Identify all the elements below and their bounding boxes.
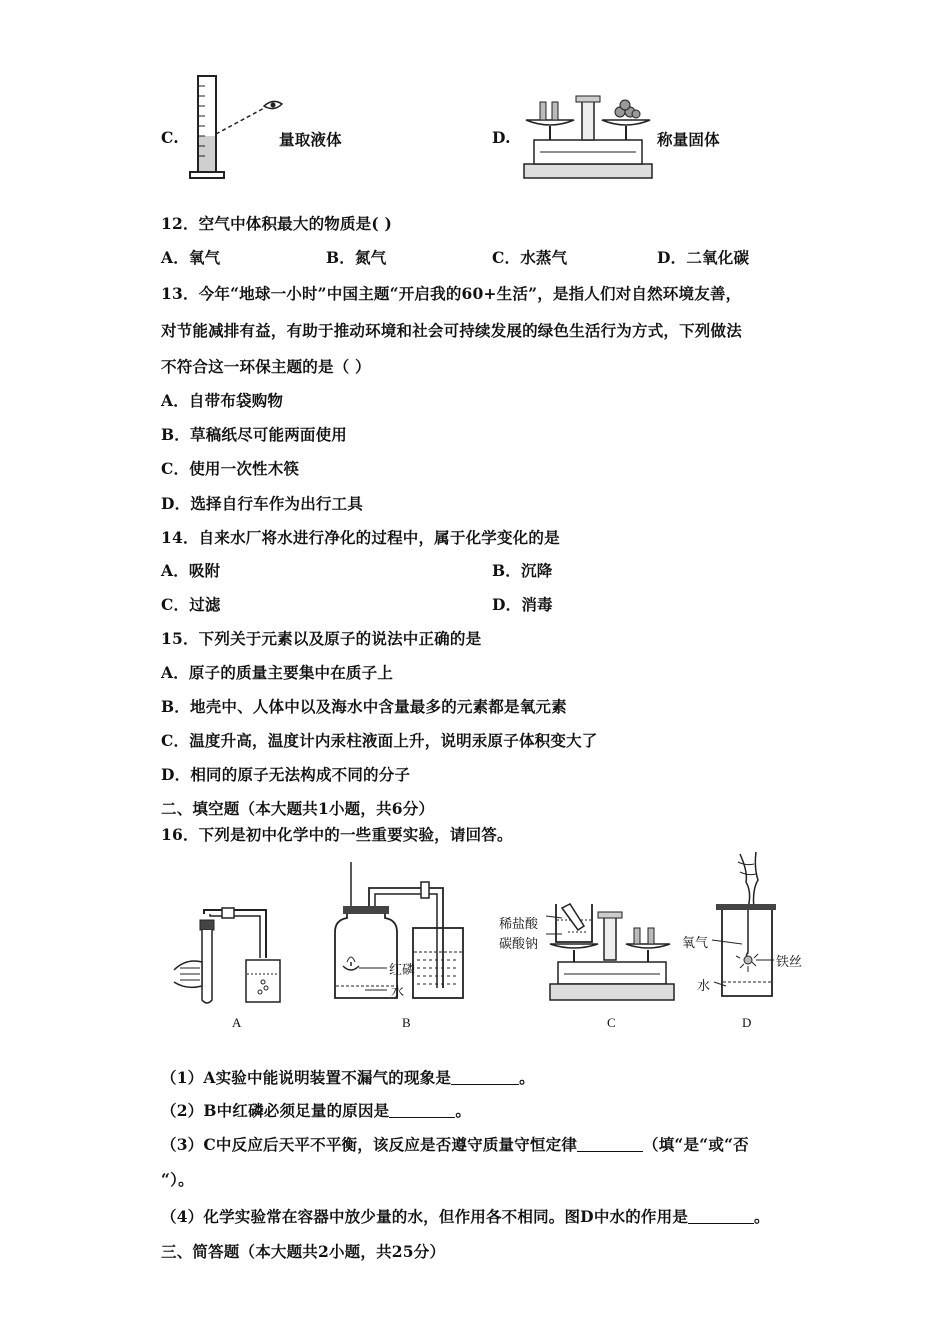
q13-option-d: D．选择自行车作为出行工具 bbox=[161, 494, 364, 513]
section-2-heading: 二、填空题（本大题共1小题，共6分） bbox=[161, 799, 435, 818]
q16-part-1-text: （1）A实验中能说明装置不漏气的现象是 bbox=[161, 1068, 452, 1087]
q12-option-d: D．二氧化碳 bbox=[657, 248, 750, 267]
caption-d: D bbox=[742, 1015, 752, 1030]
q13-line-1: 13．今年“地球一小时”中国主题“开启我的60+生活”，是指人们对自然环境友善， bbox=[161, 284, 742, 303]
caption-a: A bbox=[232, 1015, 242, 1030]
q14-option-b: B．沉降 bbox=[492, 561, 553, 580]
q14-option-d: D．消毒 bbox=[492, 595, 553, 614]
q16-part-4 bbox=[161, 1205, 770, 1227]
q15-option-a: A．原子的质量主要集中在质子上 bbox=[161, 663, 394, 682]
q16-part-4-text: （4）化学实验常在容器中放少量的水，但作用各不相同。图D中水的作用是 bbox=[161, 1207, 689, 1226]
experiment-c-figure bbox=[548, 896, 676, 1004]
q16-part-1-blank[interactable] bbox=[451, 1069, 519, 1086]
label-water-b: 水 bbox=[391, 985, 405, 1000]
q16-part-3-text: （3）C中反应后天平不平衡，该反应是否遵守质量守恒定律 bbox=[161, 1135, 578, 1154]
label-red-phosphorus: 红磷 bbox=[389, 963, 416, 978]
q14-option-c: C．过滤 bbox=[161, 595, 221, 614]
section-3-heading: 三、简答题（本大题共2小题，共25分） bbox=[161, 1242, 446, 1261]
option-d-text: 称量固体 bbox=[657, 130, 720, 149]
q16-part-3-blank[interactable] bbox=[577, 1136, 643, 1153]
q16-part-1-end: 。 bbox=[519, 1068, 535, 1087]
label-oxygen: 氧气 bbox=[682, 936, 709, 951]
q14-stem: 14．自来水厂将水进行净化的过程中，属于化学变化的是 bbox=[161, 528, 560, 547]
caption-c: C bbox=[607, 1015, 616, 1030]
q15-option-d: D．相同的原子无法构成不同的分子 bbox=[161, 765, 411, 784]
q13-option-a: A．自带布袋购物 bbox=[161, 391, 284, 410]
experiment-d-figure bbox=[718, 852, 808, 1000]
q15-stem: 15．下列关于元素以及原子的说法中正确的是 bbox=[161, 629, 482, 648]
q16-part-1 bbox=[161, 1066, 535, 1088]
q16-part-3-end: （填“是“或“否 bbox=[643, 1135, 749, 1154]
q15-option-b: B．地壳中、人体中以及海水中含量最多的元素都是氧元素 bbox=[161, 697, 567, 716]
q13-option-c: C．使用一次性木筷 bbox=[161, 459, 300, 478]
q12-option-b: B．氮气 bbox=[326, 248, 387, 267]
q12-option-c: C．水蒸气 bbox=[492, 248, 568, 267]
q15-option-c: C．温度升高，温度计内汞柱液面上升，说明汞原子体积变大了 bbox=[161, 731, 598, 750]
q16-part-3 bbox=[161, 1133, 749, 1155]
q16-part-4-blank[interactable] bbox=[688, 1208, 754, 1225]
option-d-letter: D. bbox=[492, 128, 511, 147]
q12-option-a: A．氧气 bbox=[161, 248, 221, 267]
q16-part-2-blank[interactable] bbox=[389, 1102, 455, 1119]
q16-part-2 bbox=[161, 1099, 471, 1121]
q13-option-b: B．草稿纸尽可能两面使用 bbox=[161, 425, 348, 444]
option-c-letter: C. bbox=[161, 128, 179, 147]
q16-part-2-text: （2）B中红磷必须足量的原因是 bbox=[161, 1101, 390, 1120]
q16-part-3-continued: “）。 bbox=[161, 1170, 194, 1189]
label-sodium-carbonate: 碳酸钠 bbox=[499, 937, 539, 952]
caption-b: B bbox=[402, 1015, 411, 1030]
option-c-text: 量取液体 bbox=[279, 130, 342, 149]
label-water-d: 水 bbox=[697, 979, 711, 994]
q16-stem: 16．下列是初中化学中的一些重要实验，请回答。 bbox=[161, 825, 513, 844]
q13-line-2: 对节能减排有益，有助于推动环境和社会可持续发展的绿色生活行为方式，下列做法 bbox=[161, 321, 742, 340]
q16-part-4-end: 。 bbox=[754, 1207, 770, 1226]
label-iron-wire: 铁丝 bbox=[776, 955, 803, 970]
balance-scale-figure bbox=[520, 92, 656, 182]
graduated-cylinder-figure bbox=[188, 76, 288, 184]
experiment-a-figure bbox=[172, 908, 284, 1008]
q12-stem: 12．空气中体积最大的物质是( ) bbox=[161, 214, 393, 233]
q13-line-3: 不符合这一环保主题的是（ ） bbox=[161, 357, 371, 376]
q16-part-2-end: 。 bbox=[455, 1101, 472, 1120]
label-dilute-hcl: 稀盐酸 bbox=[499, 917, 539, 932]
q14-option-a: A．吸附 bbox=[161, 561, 221, 580]
